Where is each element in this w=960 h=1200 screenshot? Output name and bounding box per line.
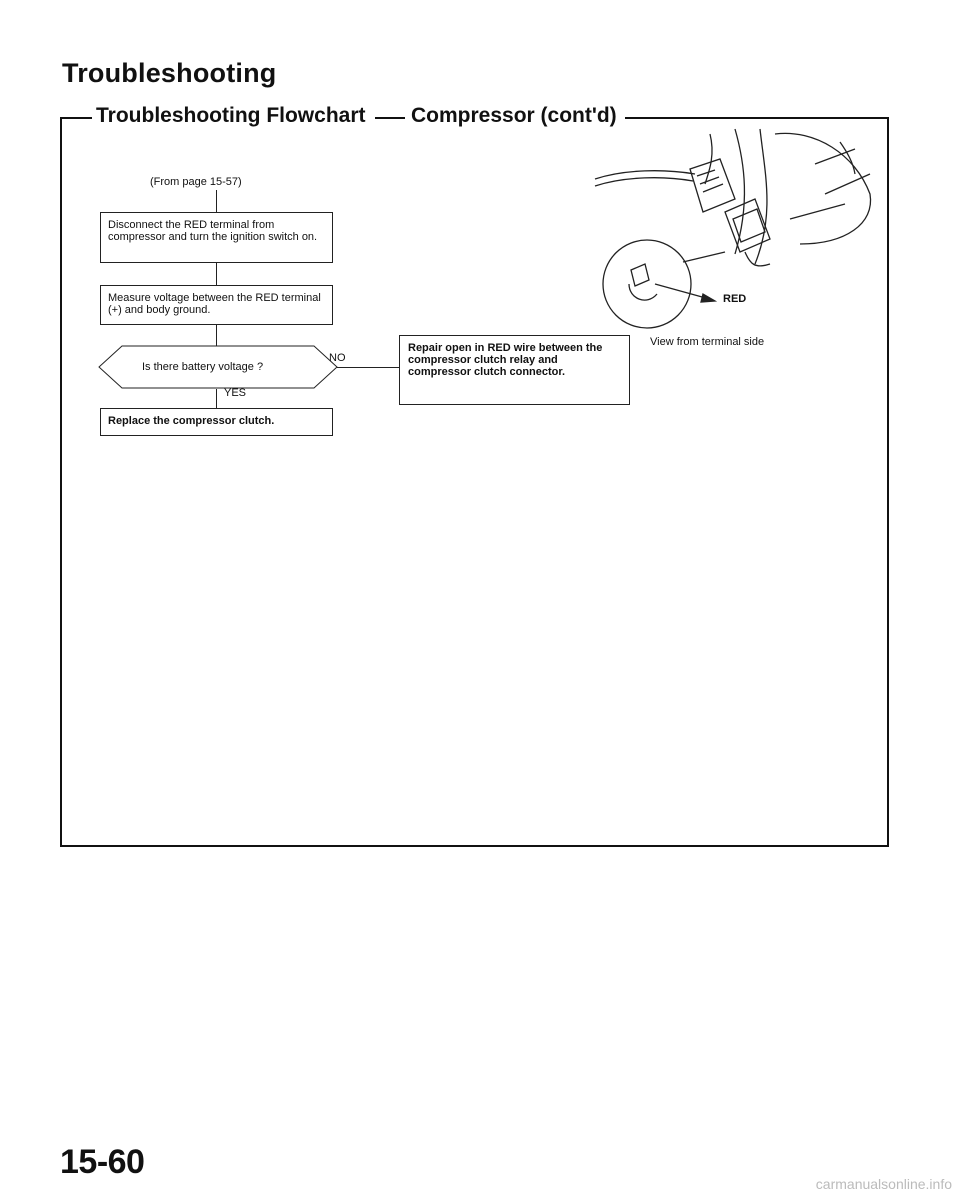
from-page-reference: (From page 15-57) xyxy=(150,176,242,188)
no-branch-line xyxy=(337,367,400,368)
no-label: NO xyxy=(329,352,346,364)
page-title: Troubleshooting xyxy=(62,58,277,88)
connector-line xyxy=(216,190,217,212)
watermark: carmanualsonline.info xyxy=(815,1176,952,1192)
frame-top-rule xyxy=(60,117,92,119)
illustration-caption: View from terminal side xyxy=(650,336,765,348)
result-replace-clutch: Replace the compressor clutch. xyxy=(100,408,333,436)
decision-question: Is there battery voltage ? xyxy=(142,361,264,373)
frame-top-rule xyxy=(375,117,405,119)
section-heading: Troubleshooting Flowchart xyxy=(96,104,366,127)
result-repair-wire: Repair open in RED wire between the compressor clutch relay and compressor clutch connector. xyxy=(399,335,630,405)
connector-line xyxy=(216,325,217,347)
step-measure-voltage: Measure voltage between the RED terminal (+) and body ground. xyxy=(100,285,333,325)
section-title xyxy=(92,104,370,128)
red-terminal-label: RED xyxy=(723,293,747,305)
step-disconnect-terminal: Disconnect the RED terminal from compressor and turn the ignition switch on. xyxy=(100,212,333,263)
page-number: 15-60 xyxy=(60,1143,145,1181)
frame-top-rule xyxy=(625,117,889,119)
subsection-heading: Compressor (cont'd) xyxy=(411,104,617,127)
yes-label: YES xyxy=(224,387,247,399)
connector-line xyxy=(216,263,217,285)
connector-line xyxy=(216,389,217,408)
